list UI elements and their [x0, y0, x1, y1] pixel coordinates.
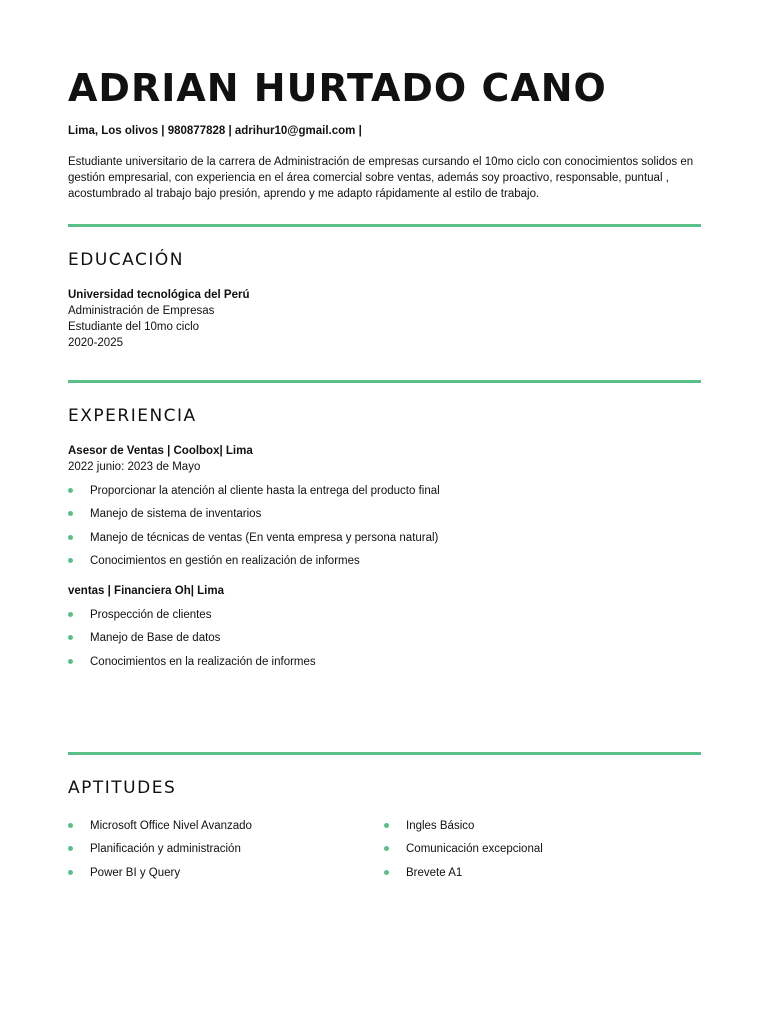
bullet-icon — [68, 635, 73, 640]
list-item — [68, 553, 701, 576]
skills-heading: APTITUDES — [68, 778, 177, 798]
list-item — [68, 865, 368, 888]
education-institution: Universidad tecnológica del Perú — [68, 289, 250, 301]
bullet-icon — [68, 488, 73, 493]
education-years: 2020-2025 — [68, 337, 123, 349]
job-dates: 2022 junio: 2023 de Mayo — [68, 461, 201, 473]
skill-text: Brevete A1 — [406, 866, 463, 879]
bullet-icon — [68, 823, 73, 828]
skill-text: Planificación y administración — [90, 843, 241, 856]
bullet-icon — [384, 823, 389, 828]
bullet-icon — [68, 659, 73, 664]
list-item — [384, 841, 684, 864]
education-heading: EDUCACIÓN — [68, 250, 184, 270]
job-bullets-financiera-oh — [68, 607, 701, 677]
list-item — [68, 506, 701, 529]
job-entry-financiera-oh — [68, 583, 701, 599]
bullet-icon — [384, 846, 389, 851]
job-heading: ventas | Financiera Oh| Lima — [68, 585, 224, 597]
bullet-icon — [68, 612, 73, 617]
education-status: Estudiante del 10mo ciclo — [68, 321, 200, 333]
education-entry — [68, 287, 701, 351]
list-item — [68, 483, 701, 506]
section-divider — [68, 224, 701, 227]
education-program: Administración de Empresas — [68, 305, 215, 317]
bullet-text: Conocimientos en la realización de informes — [90, 655, 316, 668]
bullet-icon — [384, 870, 389, 875]
skill-text: Power BI y Query — [90, 866, 181, 879]
list-item — [384, 865, 684, 888]
skill-text: Comunicación excepcional — [406, 843, 543, 856]
bullet-text: Conocimientos en gestión en realización de informes — [90, 554, 360, 567]
contact-info: Lima, Los olivos | 980877828 | adrihur10@gmail.com | — [68, 125, 362, 137]
job-entry-coolbox — [68, 443, 701, 475]
bullet-text: Prospección de clientes — [90, 609, 212, 621]
bullet-icon — [68, 535, 73, 540]
list-item — [68, 654, 701, 677]
list-item — [68, 530, 701, 553]
bullet-icon — [68, 870, 73, 875]
candidate-name: ADRIAN HURTADO CANO — [68, 66, 607, 110]
list-item — [68, 841, 368, 864]
bullet-text: Manejo de sistema de inventarios — [90, 508, 262, 521]
profile-summary: Estudiante universitario de la carrera de Administración de empresas cursando el 10mo ciclo con conocimientos solidos en gestión empresarial, con experiencia en el área comercial sobre ventas, además soy proactivo, responsable, puntual , acostumbrado al trabajo bajo presión, aprendo y me adapto rápidamente al estilo de trabajo. — [68, 156, 694, 200]
bullet-icon — [68, 511, 73, 516]
job-bullets-coolbox — [68, 483, 701, 576]
list-item — [68, 607, 701, 630]
bullet-icon — [68, 558, 73, 563]
skill-text: Microsoft Office Nivel Avanzado — [90, 820, 252, 832]
skills-list-right — [384, 818, 684, 888]
section-divider — [68, 380, 701, 383]
job-heading: Asesor de Ventas | Coolbox| Lima — [68, 445, 253, 457]
section-divider — [68, 752, 701, 755]
skills-list-left — [68, 818, 368, 888]
list-item — [384, 818, 684, 841]
skill-text: Ingles Básico — [406, 820, 475, 832]
bullet-text: Proporcionar la atención al cliente hasta la entrega del producto final — [90, 485, 440, 497]
list-item — [68, 818, 368, 841]
experience-heading: EXPERIENCIA — [68, 406, 197, 426]
bullet-text: Manejo de Base de datos — [90, 632, 221, 645]
bullet-text: Manejo de técnicas de ventas (En venta empresa y persona natural) — [90, 531, 439, 544]
bullet-icon — [68, 846, 73, 851]
list-item — [68, 630, 701, 653]
